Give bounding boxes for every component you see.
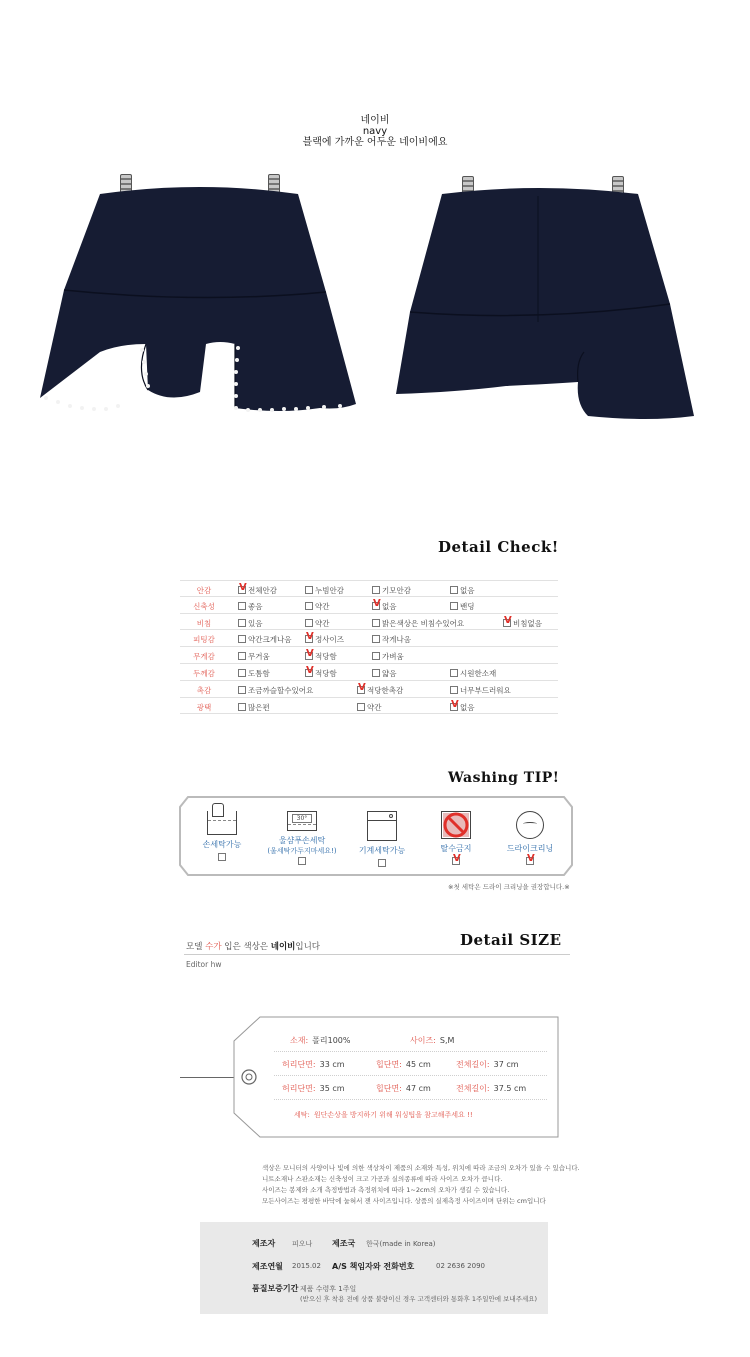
option-label: 너무부드러워요 [460,685,511,695]
color-name-korean: 네이비 [360,115,390,126]
checkbox[interactable] [238,703,246,711]
check-row-thickness [180,664,558,681]
checkbox[interactable] [372,635,380,643]
checkbox[interactable] [305,586,313,594]
wash-item-wool [264,797,340,865]
checkbox[interactable] [305,602,313,610]
checkbox[interactable] [450,602,458,610]
wool-wash-icon [287,811,317,831]
option-label: 기모안감 [382,586,411,595]
checkbox[interactable] [238,669,246,677]
checkbox[interactable] [305,669,313,677]
warranty-value: 제품 수령후 1주일 [300,1285,357,1293]
option-label: 비침없음 [513,618,542,628]
model-name: 수가 [205,942,222,952]
checkbox[interactable] [238,619,246,627]
wash-item-no-spin [418,797,494,865]
wash-label: 탈수금지 [440,844,472,853]
country-label: 제조국 [332,1239,356,1248]
checkbox[interactable] [218,853,226,861]
model-color: 네이비 [270,942,296,952]
option-label: 조금까슬할수있어요 [248,685,314,695]
note-line: 색상은 모니터의 사양이나 빛에 의한 색상차이 제품의 소재와 특성, 위치에 따라 조금의 오차가 있을 수 있습니다. [262,1164,580,1172]
length-field: 전체길이: 37.5 cm [456,1084,527,1093]
machine-wash-icon [367,811,397,841]
option-label: 좋음 [248,601,263,611]
model-info [186,940,320,952]
option-label: 약간 [367,702,382,712]
row-label: 피팅감 [193,635,215,645]
option-label: 밴딩 [460,601,475,611]
note-line: 모든사이즈는 평평한 바닥에 눕혀서 잰 사이즈입니다. 상품의 실제측정 사이즈이며 단위는 cm입니다 [262,1197,546,1205]
row-label: 무게감 [193,652,215,662]
checkbox[interactable] [452,857,460,865]
option-label: 전체안감 [248,586,277,595]
check-row-lining [180,580,558,597]
wash-item-dry-clean [492,797,568,865]
option-label: 약간 [315,601,330,611]
option-label: 있음 [248,618,263,628]
check-row-weight [180,647,558,664]
country-value: 한국(made in Korea) [366,1240,436,1248]
row-label: 비침 [196,618,212,628]
option-label: 밝은색상은 비침수있어요 [382,618,465,628]
checkbox[interactable] [357,703,365,711]
washing-instructions [182,797,570,877]
checkbox[interactable] [298,857,306,865]
model-text: 모델 [186,942,206,952]
waist-field: 허리단면: 33 cm [282,1060,345,1069]
checkbox[interactable] [305,635,313,643]
note-line: 사이즈는 봉제와 소개 측정방법과 측정위치에 따라 1~2cm의 오차가 생길 수 있습니다. [262,1186,510,1194]
note-line: 니트소재나 스판소재는 신축성이 크고 가공과 실의종류에 따라 사이즈 오차가 큽니다. [262,1175,503,1183]
checkbox[interactable] [238,652,246,660]
row-label: 안감 [196,586,212,595]
wash-label: 손세탁가능 [202,840,242,849]
row-label: 두께감 [193,668,215,678]
checkbox[interactable] [305,652,313,660]
option-label: 없음 [460,702,475,712]
option-label: 적당함 [315,668,337,678]
option-label: 얇음 [382,668,397,678]
wash-label: 울샴푸손세탁 [278,836,326,845]
size-tag [234,1017,559,1139]
option-label: 없음 [382,601,397,611]
wash-label: 기계세탁가능 [358,846,406,855]
option-label: 작게나옴 [382,635,411,645]
color-name-english: navy [362,126,388,137]
washing-note: ※첫 세탁은 드라이 크리닝을 권장합니다.※ [448,883,570,891]
option-label: 시원한소재 [460,668,497,678]
hand-wash-icon [207,811,237,835]
no-spin-icon [441,811,471,839]
check-row-stretch [180,597,558,614]
size-notes [262,1163,580,1207]
option-label: 누빔안감 [315,586,344,595]
wash-item-machine [344,797,420,867]
product-color-header [0,116,750,149]
product-info-box [200,1222,548,1314]
checkbox[interactable] [238,635,246,643]
warranty-note: (받으신 후 착용 전에 상품 불량이신 경우 고객센터와 통화후 1주일안에 보내주세요) [300,1295,538,1303]
checkbox[interactable] [238,586,246,594]
option-label: 약간크게나옴 [248,635,292,645]
row-label: 광택 [196,702,212,712]
dry-clean-icon [516,811,544,839]
option-label: 없음 [460,586,475,595]
wash-sublabel: (울세탁가두지마세요!) [267,847,337,855]
checkbox[interactable] [450,669,458,677]
checkbox[interactable] [238,602,246,610]
checkbox[interactable] [372,619,380,627]
warranty-label: 품질보증기간 [252,1284,299,1293]
checkbox[interactable] [450,703,458,711]
hip-field: 힙단면: 47 cm [376,1084,431,1093]
color-description: 블랙에 가까운 어두운 네이비에요 [302,137,448,148]
size-field: 사이즈: S,M [410,1036,455,1045]
maker-value: 피오나 [292,1240,313,1248]
checkbox[interactable] [378,859,386,867]
option-label: 도톰함 [248,668,270,678]
wash-item-hand [184,797,260,861]
model-text: 입니다 [295,942,321,952]
as-label: A/S 책임자와 전화번호 [332,1262,415,1271]
checkbox[interactable] [372,586,380,594]
temp-label: 30° [292,814,312,823]
detail-size-title: Detail SIZE [460,931,562,949]
check-row-touch [180,681,558,698]
option-label: 많은편 [248,702,270,712]
option-label: 적당함 [315,652,337,662]
wash-label: 드라이크리닝 [506,844,554,853]
option-label: 가벼움 [382,652,404,662]
checkbox[interactable] [372,602,380,610]
row-label: 촉감 [196,685,212,695]
check-row-fit [180,630,558,647]
checkbox[interactable] [372,669,380,677]
checkbox[interactable] [526,857,534,865]
row-label: 신축성 [193,601,215,611]
model-text: 입은 색상은 [221,942,271,952]
skirt-front-image [40,172,360,422]
as-value: 02 2636 2090 [436,1262,485,1270]
hip-field: 힙단면: 45 cm [376,1060,431,1069]
date-label: 제조연월 [252,1262,283,1271]
care-field: 세탁: 원단손상을 방지하기 위해 워싱팁을 참고해주세요 !! [294,1111,473,1119]
checkbox[interactable] [305,619,313,627]
option-label: 무거움 [248,652,270,662]
option-label: 약간 [315,618,330,628]
checkbox[interactable] [372,652,380,660]
checkbox[interactable] [450,586,458,594]
checkbox[interactable] [357,686,365,694]
checkbox[interactable] [238,686,246,694]
waist-field: 허리단면: 35 cm [282,1084,345,1093]
option-label: 적당한촉감 [367,685,404,695]
checkbox[interactable] [503,619,511,627]
detail-check-table [180,580,558,714]
washing-tip-title: Washing TIP! [448,770,560,786]
check-row-sheerness [180,614,558,631]
skirt-back-image [388,172,708,422]
detail-check-title: Detail Check! [438,538,559,556]
check-row-gloss [180,698,558,715]
option-label: 정사이즈 [315,635,344,645]
editor-label: Editor hw [186,960,222,969]
material-field: 소재: 폴리100% [290,1036,351,1045]
date-value: 2015.02 [292,1262,321,1270]
divider [184,954,570,955]
length-field: 전체길이: 37 cm [456,1060,519,1069]
checkbox[interactable] [450,686,458,694]
maker-label: 제조자 [252,1239,276,1248]
